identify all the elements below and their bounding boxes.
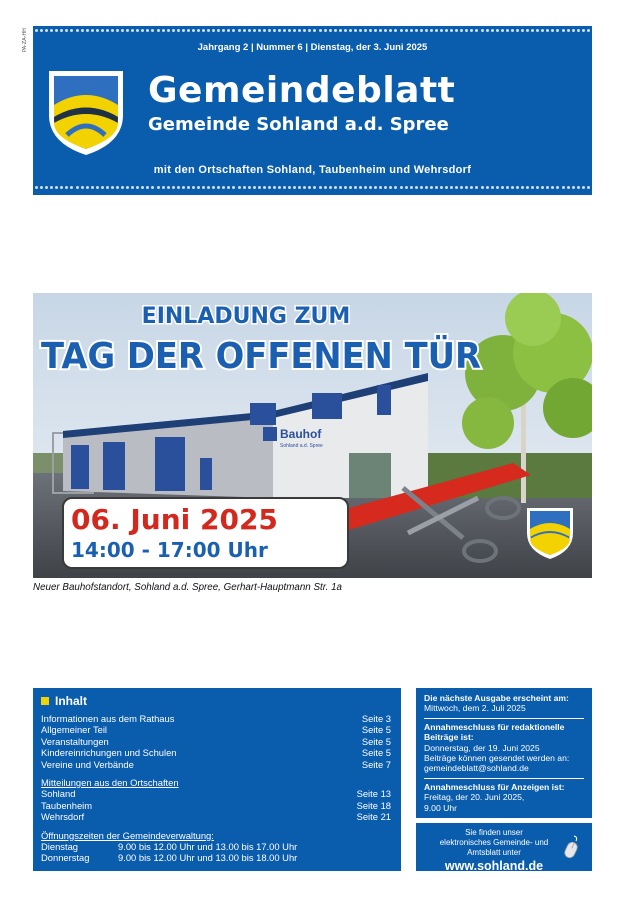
dot — [55, 29, 58, 32]
dot — [288, 29, 291, 32]
dot — [405, 186, 408, 189]
dot — [126, 186, 129, 189]
dot — [460, 29, 463, 32]
toc-row[interactable]: Allgemeiner Teil Seite 5 — [41, 724, 391, 736]
dot-border-bottom — [35, 186, 590, 191]
dot — [303, 186, 306, 189]
publication-subtitle: Gemeinde Sohland a.d. Spree — [148, 114, 449, 135]
door — [200, 458, 212, 490]
event-date: 06. Juni 2025 — [71, 503, 278, 536]
dot — [501, 29, 504, 32]
dot — [450, 29, 453, 32]
dot — [91, 186, 94, 189]
dot-border-top — [35, 29, 590, 34]
dot — [450, 186, 453, 189]
toc-heading: Inhalt — [41, 694, 393, 708]
dot — [541, 29, 544, 32]
dot — [278, 186, 281, 189]
toc-row[interactable]: Taubenheim Seite 18 — [41, 799, 391, 811]
dot — [425, 29, 428, 32]
dot — [131, 29, 134, 32]
dot — [303, 29, 306, 32]
dot — [182, 186, 185, 189]
toc-row[interactable]: Informationen aus dem Rathaus Seite 3 — [41, 713, 391, 724]
dot — [496, 29, 499, 32]
dot — [293, 186, 296, 189]
dot — [324, 186, 327, 189]
dot — [258, 186, 261, 189]
dot — [486, 186, 489, 189]
dot — [349, 29, 352, 32]
dot — [197, 186, 200, 189]
dot — [238, 186, 241, 189]
dot — [546, 186, 549, 189]
opening-hours-row: Donnerstag 9.00 bis 12.00 Uhr und 13.00 bis 18.00 Uhr — [41, 852, 298, 864]
dot — [106, 186, 109, 189]
dot — [415, 29, 418, 32]
website-text: elektronisches Gemeinde- und — [439, 838, 549, 847]
dot — [50, 29, 53, 32]
publication-title: Gemeindeblatt — [148, 70, 456, 111]
dot — [212, 186, 215, 189]
dot — [278, 29, 281, 32]
dot — [536, 186, 539, 189]
dot — [470, 29, 473, 32]
dot — [319, 186, 322, 189]
dot — [374, 29, 377, 32]
dot — [283, 186, 286, 189]
dot — [567, 29, 570, 32]
dot — [324, 29, 327, 32]
dot — [546, 29, 549, 32]
divider — [424, 778, 584, 779]
dot — [551, 186, 554, 189]
dot — [308, 29, 311, 32]
dot — [35, 186, 38, 189]
dot — [344, 29, 347, 32]
dot — [582, 186, 585, 189]
dot — [389, 29, 392, 32]
dot — [157, 29, 160, 32]
toc-row[interactable]: Wehrsdorf Seite 21 — [41, 811, 391, 823]
dot — [531, 186, 534, 189]
ads-deadline-heading: Annahmeschluss für Anzeigen ist: — [424, 781, 565, 792]
dot — [288, 186, 291, 189]
dot — [238, 29, 241, 32]
dot — [526, 29, 529, 32]
toc-row[interactable]: Sohland Seite 13 — [41, 788, 391, 800]
dot — [81, 186, 84, 189]
dot — [511, 186, 514, 189]
dot — [405, 29, 408, 32]
dot — [177, 29, 180, 32]
dot — [475, 29, 478, 32]
editorial-email-link[interactable]: gemeindeblatt@sohland.de — [424, 763, 529, 774]
dot — [577, 29, 580, 32]
dot — [465, 186, 468, 189]
dot — [562, 186, 565, 189]
dot — [334, 29, 337, 32]
dot — [313, 29, 316, 32]
dot — [131, 186, 134, 189]
dot — [65, 29, 68, 32]
dot — [379, 29, 382, 32]
dot — [167, 29, 170, 32]
dot — [248, 186, 251, 189]
dot — [197, 29, 200, 32]
garage-door — [155, 437, 185, 491]
dot — [45, 29, 48, 32]
dot — [253, 186, 256, 189]
dot — [151, 29, 154, 32]
dot — [298, 186, 301, 189]
dot — [136, 186, 139, 189]
dot — [531, 29, 534, 32]
dot — [369, 29, 372, 32]
dot — [394, 29, 397, 32]
next-issue-heading: Die nächste Ausgabe erscheint am: — [424, 693, 569, 703]
dot — [187, 186, 190, 189]
dot — [146, 186, 149, 189]
dot — [394, 186, 397, 189]
dot — [562, 29, 565, 32]
dot — [521, 29, 524, 32]
dot — [440, 29, 443, 32]
dot — [167, 186, 170, 189]
dot — [172, 186, 175, 189]
dot — [86, 29, 89, 32]
dot — [111, 186, 114, 189]
dot — [556, 186, 559, 189]
dot — [556, 29, 559, 32]
dot — [541, 186, 544, 189]
dot — [273, 186, 276, 189]
dot — [227, 186, 230, 189]
dot — [70, 29, 73, 32]
dot — [263, 186, 266, 189]
dot — [339, 29, 342, 32]
dot — [410, 186, 413, 189]
dot — [506, 186, 509, 189]
dot — [60, 29, 63, 32]
dot — [420, 186, 423, 189]
website-link[interactable]: www.sohland.de — [444, 859, 544, 873]
dot — [217, 186, 220, 189]
dot — [157, 186, 160, 189]
dot — [126, 29, 129, 32]
dot — [577, 186, 580, 189]
editorial-note: Beiträge können gesendet werden an: — [424, 753, 570, 764]
computer-mouse-icon — [562, 835, 580, 861]
dot — [192, 29, 195, 32]
dot — [379, 186, 382, 189]
garage-door — [103, 442, 125, 490]
dot — [121, 186, 124, 189]
dot — [106, 29, 109, 32]
headline-small: EINLADUNG ZUM — [141, 304, 351, 329]
dot — [81, 29, 84, 32]
dot — [567, 186, 570, 189]
dot — [329, 186, 332, 189]
dot — [496, 186, 499, 189]
dot — [364, 29, 367, 32]
dot — [465, 29, 468, 32]
toc-row[interactable]: Veranstaltungen Seite 5 — [41, 735, 391, 747]
deadlines-box — [416, 688, 592, 818]
dot — [572, 186, 575, 189]
dot — [207, 186, 210, 189]
local-news-heading: Mitteilungen aus den Ortschaften — [41, 777, 179, 789]
dot — [121, 29, 124, 32]
dot — [526, 186, 529, 189]
dot — [313, 186, 316, 189]
side-code: PA-ZA-HH — [22, 28, 28, 52]
dot — [177, 186, 180, 189]
dot — [420, 29, 423, 32]
dot — [516, 186, 519, 189]
dot — [400, 29, 403, 32]
dot — [243, 186, 246, 189]
dot — [222, 186, 225, 189]
dot — [141, 29, 144, 32]
dot — [60, 186, 63, 189]
feature-image — [33, 293, 592, 578]
dot — [491, 186, 494, 189]
dot — [172, 29, 175, 32]
dot — [359, 186, 362, 189]
dot — [460, 186, 463, 189]
masthead — [33, 26, 592, 195]
sign-logo-icon — [263, 427, 277, 441]
ads-deadline-time: 9.00 Uhr — [424, 802, 457, 813]
dot — [354, 186, 357, 189]
dot — [511, 29, 514, 32]
building-sign: Bauhof — [280, 427, 322, 441]
square-bullet-icon — [41, 697, 49, 705]
dot — [339, 186, 342, 189]
dot — [410, 29, 413, 32]
dot — [202, 29, 205, 32]
dot — [455, 29, 458, 32]
dot — [35, 29, 38, 32]
ads-deadline-date: Freitag, der 20. Juni 2025, — [424, 792, 525, 803]
dot — [101, 29, 104, 32]
dot — [415, 186, 418, 189]
dot — [65, 186, 68, 189]
dot — [435, 186, 438, 189]
dot — [445, 186, 448, 189]
dot — [70, 186, 73, 189]
dot — [430, 186, 433, 189]
dot — [40, 29, 43, 32]
dot — [96, 29, 99, 32]
dot — [389, 186, 392, 189]
dot — [349, 186, 352, 189]
dot — [273, 29, 276, 32]
dot — [146, 29, 149, 32]
coat-of-arms-icon — [43, 65, 129, 157]
dot — [481, 29, 484, 32]
dot — [587, 29, 590, 32]
dot — [587, 186, 590, 189]
dot — [45, 186, 48, 189]
dot — [455, 186, 458, 189]
dot — [76, 29, 79, 32]
dot — [116, 29, 119, 32]
dot — [364, 186, 367, 189]
dot — [192, 186, 195, 189]
dot — [248, 29, 251, 32]
dot — [76, 186, 79, 189]
photo-caption: Neuer Bauhofstandort, Sohland a.d. Spree, Gerhart-Hauptmann Str. 1a — [33, 582, 342, 593]
dot — [151, 186, 154, 189]
dot — [486, 29, 489, 32]
editorial-deadline-heading: Annahmeschluss für redaktionelle Beiträge ist: — [424, 721, 565, 743]
dot — [475, 186, 478, 189]
gate — [349, 453, 391, 498]
dot — [293, 29, 296, 32]
dot — [582, 29, 585, 32]
dot — [374, 186, 377, 189]
dot — [268, 29, 271, 32]
dot — [91, 29, 94, 32]
dot — [319, 29, 322, 32]
dot — [258, 29, 261, 32]
dot — [521, 186, 524, 189]
dot — [425, 186, 428, 189]
dot — [430, 29, 433, 32]
dot — [263, 29, 266, 32]
dot — [359, 29, 362, 32]
dot — [445, 29, 448, 32]
dot — [329, 29, 332, 32]
dot — [572, 29, 575, 32]
event-time: 14:00 - 17:00 Uhr — [71, 538, 268, 562]
dot — [283, 29, 286, 32]
dot — [86, 186, 89, 189]
dot — [136, 29, 139, 32]
dot — [481, 186, 484, 189]
editorial-deadline-date: Donnerstag, der 19. Juni 2025 — [424, 742, 540, 753]
issue-line: Jahrgang 2 | Nummer 6 | Dienstag, der 3. Juni 2025 — [197, 42, 428, 53]
dot — [207, 29, 210, 32]
website-text: Sie finden unser — [465, 828, 523, 837]
dot — [212, 29, 215, 32]
dot — [384, 29, 387, 32]
dot — [111, 29, 114, 32]
dot — [202, 186, 205, 189]
garage-door — [71, 445, 89, 489]
headline-large: TAG DER OFFENEN TÜR — [41, 336, 511, 377]
dot — [227, 29, 230, 32]
dot — [55, 186, 58, 189]
dot — [116, 186, 119, 189]
dot — [334, 186, 337, 189]
building-sign-sub: Sohland a.d. Spree — [280, 443, 323, 449]
dot — [243, 29, 246, 32]
website-box — [416, 823, 592, 871]
dot — [141, 186, 144, 189]
dot — [501, 186, 504, 189]
table-of-contents — [33, 688, 401, 871]
localities-line: mit den Ortschaften Sohland, Taubenheim und Wehrsdorf — [153, 164, 472, 176]
dot — [384, 186, 387, 189]
dot — [491, 29, 494, 32]
dot — [222, 29, 225, 32]
dot — [298, 29, 301, 32]
dot — [187, 29, 190, 32]
opening-hours-heading: Öffnungszeiten der Gemeindeverwaltung: — [41, 829, 214, 841]
dot — [400, 186, 403, 189]
dot — [232, 29, 235, 32]
dot — [551, 29, 554, 32]
dot — [217, 29, 220, 32]
dot — [268, 186, 271, 189]
dot — [232, 186, 235, 189]
dot — [369, 186, 372, 189]
dot — [440, 186, 443, 189]
toc-row[interactable]: Kindereinrichungen und Schulen Seite 5 — [41, 747, 391, 759]
dot — [470, 186, 473, 189]
dot — [354, 29, 357, 32]
dot — [344, 186, 347, 189]
dot — [536, 29, 539, 32]
dot — [182, 29, 185, 32]
dot — [50, 186, 53, 189]
next-issue-date: Mittwoch, dem 2. Juli 2025 — [424, 703, 526, 714]
opening-hours-row: Dienstag 9.00 bis 12.00 Uhr und 13.00 bis 17.00 Uhr — [41, 841, 298, 853]
dot — [101, 186, 104, 189]
dot — [40, 186, 43, 189]
dot — [516, 29, 519, 32]
toc-row[interactable]: Vereine und Verbände Seite 7 — [41, 758, 391, 770]
dot — [96, 186, 99, 189]
dot — [506, 29, 509, 32]
divider — [424, 718, 584, 719]
dot — [435, 29, 438, 32]
website-text: Amtsblatt unter — [467, 848, 521, 857]
dot — [162, 186, 165, 189]
dot — [253, 29, 256, 32]
dot — [308, 186, 311, 189]
dot — [162, 29, 165, 32]
